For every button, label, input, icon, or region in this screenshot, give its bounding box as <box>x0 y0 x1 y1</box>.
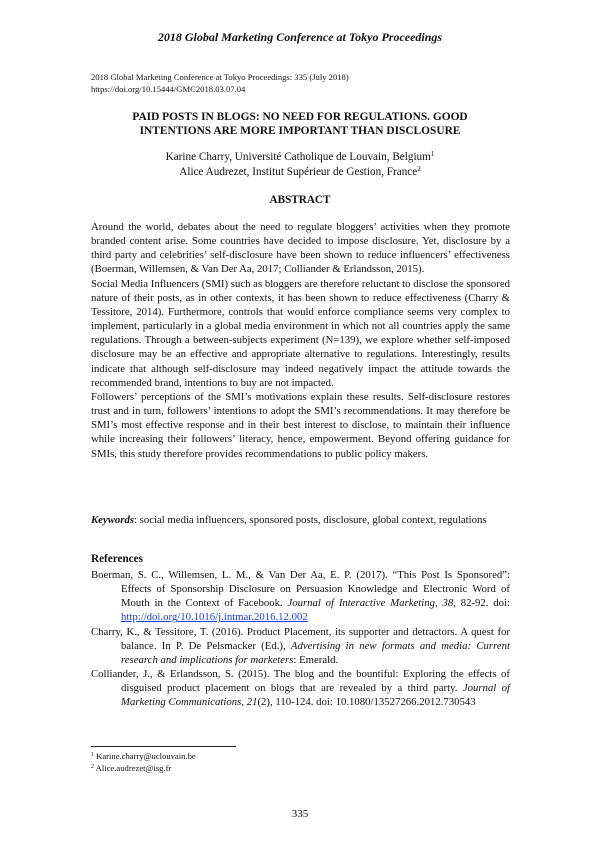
footnote-marker: 1 <box>91 752 94 758</box>
title-line-1: PAID POSTS IN BLOGS: NO NEED FOR REGULATIONS. GOOD <box>132 111 468 123</box>
author-line <box>60 150 540 165</box>
footnote <box>91 751 196 763</box>
reference-text: Charry, K., & Tessitore, T. (2016). Product Placement, its supporter and detractors. A quest for balance. In P. De Pelsmacker (Ed.), <box>91 625 510 652</box>
keywords-text: : social media influencers, sponsored posts, disclosure, global context, regulations <box>134 514 487 526</box>
page-number: 335 <box>291 808 309 820</box>
keywords-label: Keywords <box>91 514 134 526</box>
abstract-paragraph: Around the world, debates about the need to regulate bloggers’ activities when they promote branded content arise. Some countries have decided to impose disclosure. Yet, disclosure by a third party and celebrities’ self-disclosure have been shown to reduce influencers’ effectiveness (Boerman, Willemsen, & Van Der Aa, 2017; Colliander & Erlandsson, 2015). <box>91 221 510 276</box>
footnote-marker: 1 <box>430 150 435 158</box>
abstract-paragraph: Social Media Influencers (SMI) such as bloggers are therefore reluctant to disclose the sponsored nature of their posts, as in other contexts, it has been shown to reduce effectiveness (Charry & Tessitore, 2014). Furthermore, controls that would enforce compliance seems very complex to implement, particularly in a global media environment in which not all countries apply the same regulations. Through a between-subjects experiment (N=139), we explore whether self-imposed disclosure may be an effective and appropriate alternative to regulations. Interestingly, results indicate that although self-disclosure may indeed negatively impact the attitude towards the recommended brand, intentions to buy are not impacted. <box>91 277 510 389</box>
doi-link[interactable]: http://doi.org/10.1016/j.intmar.2016.12.002 <box>121 611 308 624</box>
abstract-heading: ABSTRACT <box>269 194 331 206</box>
author-list <box>60 150 540 179</box>
footnote-marker: 2 <box>417 164 421 173</box>
keywords <box>91 513 510 527</box>
footnote-email: Karine.charry@uclouvain.be <box>94 751 196 761</box>
reference-book: Advertising in new formats and media: Current research and implications for marketers <box>121 639 510 666</box>
abstract-body <box>91 220 510 461</box>
abstract-paragraph: Followers’ perceptions of the SMI’s motivations explain these results. Self-disclosure restores trust and in turn, followers’ intentions to adopt the SMI’s recommendations. It may therefore be SMI’s most effective response and in their best interest to disclose, to maintain their influence while increasing their followers’ literacy, hence, empowerment. Beyond offering guidance for SMIs, this study therefore provides recommendations to public policy makers. <box>91 390 510 460</box>
author-line <box>60 165 540 180</box>
references-heading: References <box>91 553 143 565</box>
author-name: Karine Charry, Université Catholique de Louvain, Belgium <box>165 151 431 163</box>
author-name: Alice Audrezet, Institut Supérieur de Gestion, France <box>179 165 418 178</box>
reference-text: Boerman, S. C., Willemsen, L. M., & Van Der Aa, E. P. (2017). “This Post Is Sponsored”: Effects of Sponsorship Disclosure on Persuasion Knowledge and Electronic Word of Mouth in the Context of Facebook. <box>91 569 510 610</box>
reference-text: (2), 110-124. doi: 10.1080/13527266.2012.730543 <box>257 696 476 709</box>
footnote-marker: 2 <box>91 763 94 770</box>
footnote-email: Alice.audrezet@isg.fr <box>94 762 172 773</box>
reference-entry <box>91 625 510 667</box>
title-line-2: INTENTIONS ARE MORE IMPORTANT THAN DISCLOSURE <box>139 125 461 137</box>
citation-block <box>91 72 511 95</box>
reference-text: , 82-92. doi: <box>453 597 510 610</box>
reference-journal: Journal of Interactive Marketing, 38 <box>287 597 454 610</box>
footnotes <box>91 751 196 774</box>
citation-line: 2018 Global Marketing Conference at Tokyo Proceedings: 335 (July 2018) <box>91 72 349 82</box>
paper-title <box>60 110 540 138</box>
reference-entry <box>91 667 510 709</box>
reference-journal: Journal of Marketing Communications, 21 <box>121 682 510 709</box>
running-head: 2018 Global Marketing Conference at Tokyo Proceedings <box>157 30 443 44</box>
reference-list <box>91 568 510 710</box>
doi-line: https://doi.org/10.15444/GMC2018.03.07.04 <box>91 83 246 94</box>
reference-entry <box>91 568 510 625</box>
reference-text: Colliander, J., & Erlandsson, S. (2015). The blog and the bountiful: Exploring the effects of disguised product placement on blogs that are revealed by a third party. <box>91 668 510 695</box>
footnote-divider <box>91 746 236 747</box>
footnote <box>91 763 196 775</box>
reference-text: : Emerald. <box>293 653 339 666</box>
